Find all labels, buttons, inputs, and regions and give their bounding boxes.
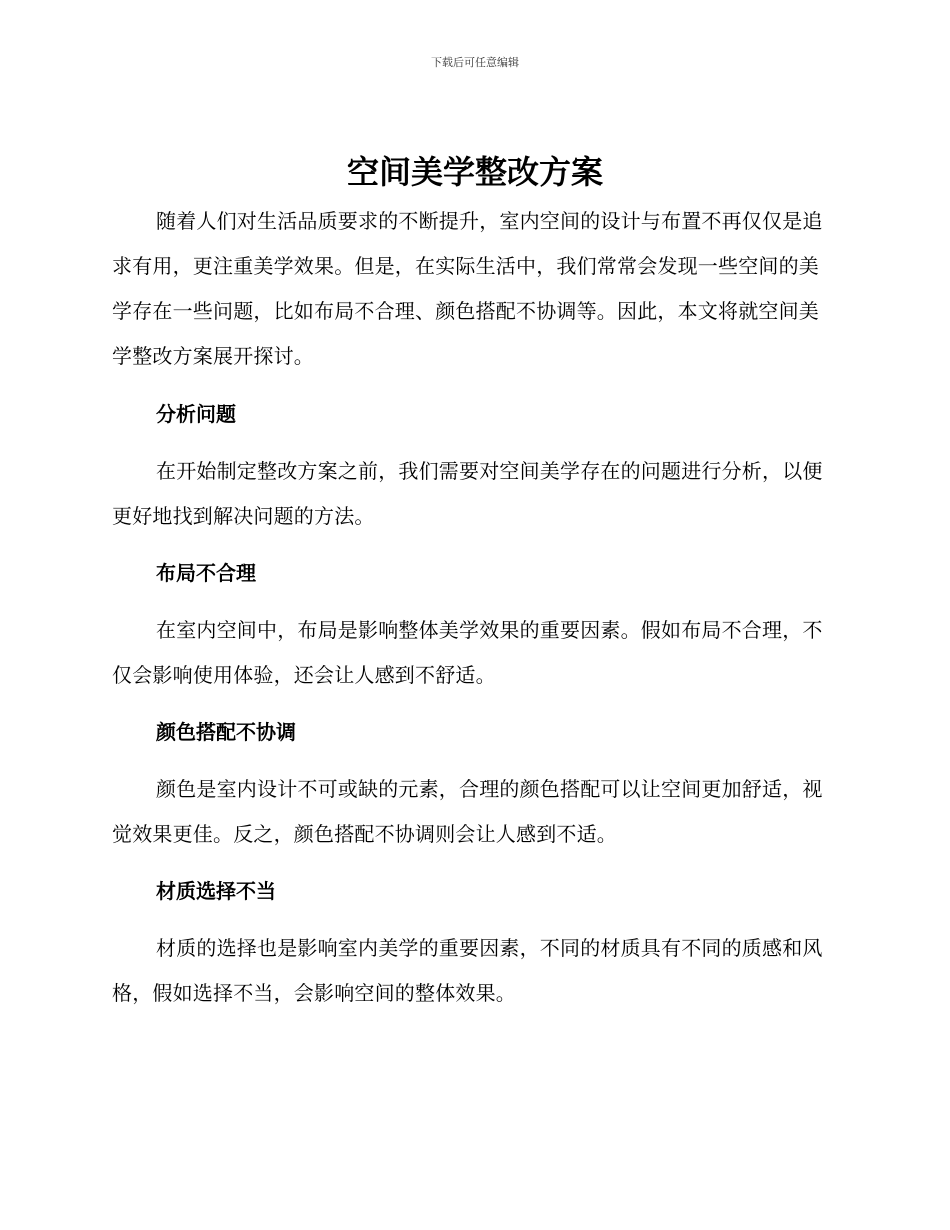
section-heading-analysis: 分析问题 [156, 402, 236, 426]
section-heading-material: 材质选择不当 [156, 879, 276, 903]
intro-paragraph: 随着人们对生活品质要求的不断提升，室内空间的设计与布置不再仅仅是追求有用，更注重美学效果。但是，在实际生活中，我们常常会发现一些空间的美学存在一些问题，比如布局不合理、颜色搭配不协调等。因此，本文将就空间美学整改方案展开探讨。 [112, 209, 823, 368]
document-title: 空间美学整改方案 [346, 153, 603, 191]
section-paragraph-color: 颜色是室内设计不可或缺的元素，合理的颜色搭配可以让空间更加舒适，视觉效果更佳。反之，颜色搭配不协调则会让人感到不适。 [112, 777, 823, 846]
section-paragraph-material: 材质的选择也是影响室内美学的重要因素，不同的材质具有不同的质感和风格，假如选择不当，会影响空间的整体效果。 [112, 936, 823, 1005]
section-heading-layout: 布局不合理 [156, 561, 256, 585]
section-paragraph-layout: 在室内空间中，布局是影响整体美学效果的重要因素。假如布局不合理，不仅会影响使用体验，还会让人感到不舒适。 [112, 618, 823, 687]
section-paragraph-analysis: 在开始制定整改方案之前，我们需要对空间美学存在的问题进行分析，以便更好地找到解决问题的方法。 [112, 459, 823, 528]
header-note: 下载后可任意编辑 [431, 56, 519, 69]
section-heading-color: 颜色搭配不协调 [156, 720, 296, 744]
